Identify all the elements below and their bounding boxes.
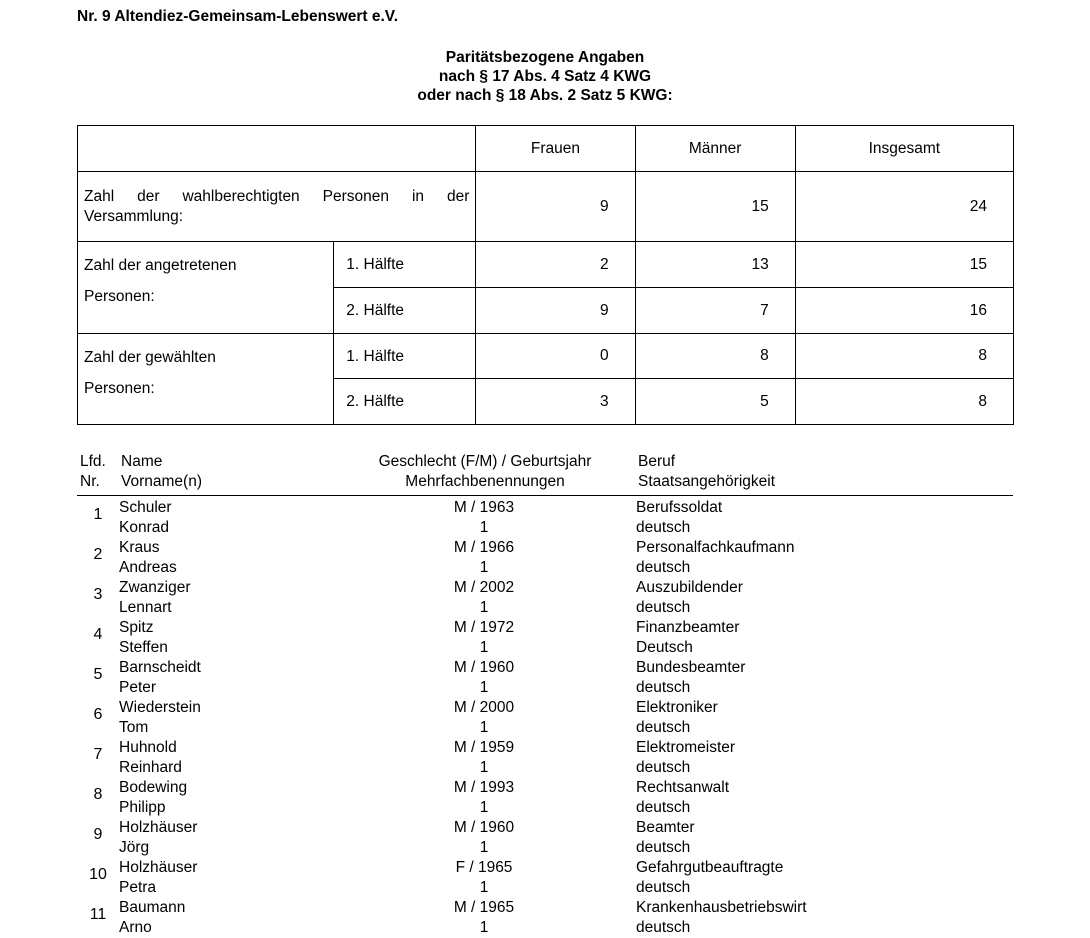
candidates-label-line-2: Personen: xyxy=(84,288,155,305)
nationality: deutsch xyxy=(636,599,691,616)
candidates-1-insgesamt: 15 xyxy=(795,242,1013,288)
parity-header-empty xyxy=(78,126,476,172)
elected-2-maenner: 5 xyxy=(635,379,795,425)
elected-1-frauen: 0 xyxy=(476,334,635,379)
occupation: Beamter xyxy=(636,819,695,836)
multiple-nominations: 1 xyxy=(479,559,489,576)
surname: Baumann xyxy=(119,899,186,916)
list-item xyxy=(0,658,1090,698)
occupation: Elektromeister xyxy=(636,739,736,756)
entry-line-1 xyxy=(0,538,1090,558)
multiple-nominations: 1 xyxy=(479,519,489,536)
surname: Huhnold xyxy=(119,739,177,756)
occupation: Gefahrgutbeauftragte xyxy=(636,859,784,876)
col-header-insgesamt: Insgesamt xyxy=(795,126,1013,172)
title-line-2: nach § 17 Abs. 4 Satz 4 KWG xyxy=(438,68,652,85)
firstname: Steffen xyxy=(119,639,168,656)
header-multi: Mehrfachbenennungen xyxy=(405,473,565,490)
header-nr-line-2: Nr. xyxy=(80,473,100,490)
header-nr-line-1: Lfd. xyxy=(80,453,106,470)
entry-line-2 xyxy=(0,598,1090,618)
elected-label-line-2: Personen: xyxy=(84,380,155,397)
parity-table xyxy=(77,125,1014,425)
entry-number: 5 xyxy=(93,666,103,683)
header-rule xyxy=(77,495,1013,496)
entry-number: 10 xyxy=(89,866,107,883)
candidate-list xyxy=(0,498,1090,938)
gender-year: M / 1963 xyxy=(453,499,515,516)
surname: Zwanziger xyxy=(119,579,191,596)
gender-year: M / 1960 xyxy=(453,819,515,836)
nationality: deutsch xyxy=(636,799,691,816)
candidates-2-maenner: 7 xyxy=(635,288,795,334)
firstname: Andreas xyxy=(119,559,177,576)
entry-line-2 xyxy=(0,518,1090,538)
list-item xyxy=(0,738,1090,778)
candidates-1-frauen: 2 xyxy=(476,242,635,288)
title-line-3: oder nach § 18 Abs. 2 Satz 5 KWG: xyxy=(417,87,673,104)
multiple-nominations: 1 xyxy=(479,759,489,776)
parity-header-row xyxy=(78,126,1014,172)
col-header-maenner: Männer xyxy=(635,126,795,172)
nationality: deutsch xyxy=(636,839,691,856)
firstname: Petra xyxy=(119,879,157,896)
list-item xyxy=(0,578,1090,618)
eligible-frauen: 9 xyxy=(476,172,635,242)
elected-row-1 xyxy=(78,334,1014,379)
candidates-label xyxy=(78,242,334,334)
nationality: deutsch xyxy=(636,719,691,736)
entry-number: 8 xyxy=(93,786,103,803)
nationality: deutsch xyxy=(636,759,691,776)
entry-line-1 xyxy=(0,858,1090,878)
eligible-insgesamt: 24 xyxy=(795,172,1013,242)
entry-line-2 xyxy=(0,558,1090,578)
entry-line-2 xyxy=(0,678,1090,698)
list-item xyxy=(0,858,1090,898)
surname: Spitz xyxy=(119,619,154,636)
nationality: Deutsch xyxy=(636,639,693,656)
eligible-row xyxy=(78,172,1014,242)
candidates-1-maenner: 13 xyxy=(635,242,795,288)
occupation: Personalfachkaufmann xyxy=(636,539,795,556)
header-name-line-1: Name xyxy=(121,453,163,470)
entry-line-1 xyxy=(0,618,1090,638)
entry-line-1 xyxy=(0,578,1090,598)
surname: Schuler xyxy=(119,499,172,516)
multiple-nominations: 1 xyxy=(479,719,489,736)
entry-number: 2 xyxy=(93,546,103,563)
firstname: Arno xyxy=(119,919,152,936)
candidates-label-line-1: Zahl der angetretenen xyxy=(84,257,237,274)
surname: Kraus xyxy=(119,539,160,556)
surname: Wiederstein xyxy=(119,699,201,716)
entry-number: 3 xyxy=(93,586,103,603)
entry-line-1 xyxy=(0,818,1090,838)
occupation: Finanzbeamter xyxy=(636,619,740,636)
header-job: Beruf xyxy=(638,453,676,470)
firstname: Reinhard xyxy=(119,759,182,776)
elected-label xyxy=(78,334,334,425)
gender-year: M / 1965 xyxy=(453,899,515,916)
surname: Holzhäuser xyxy=(119,859,198,876)
entry-line-1 xyxy=(0,658,1090,678)
entry-line-1 xyxy=(0,778,1090,798)
nationality: deutsch xyxy=(636,679,691,696)
nationality: deutsch xyxy=(636,519,691,536)
elected-2-frauen: 3 xyxy=(476,379,635,425)
firstname: Peter xyxy=(119,679,157,696)
entry-line-1 xyxy=(0,498,1090,518)
gender-year: M / 2002 xyxy=(453,579,515,596)
eligible-label: Zahl der wahlberechtigten Personen in der Versammlung: xyxy=(78,172,476,242)
list-item xyxy=(0,818,1090,858)
multiple-nominations: 1 xyxy=(479,919,489,936)
entry-number: 7 xyxy=(93,746,103,763)
entry-line-2 xyxy=(0,918,1090,938)
entry-number: 4 xyxy=(93,626,103,643)
list-item xyxy=(0,898,1090,938)
candidates-2-frauen: 9 xyxy=(476,288,635,334)
elected-label-line-1: Zahl der gewählten xyxy=(84,349,216,366)
entry-line-2 xyxy=(0,638,1090,658)
multiple-nominations: 1 xyxy=(479,879,489,896)
list-item xyxy=(0,538,1090,578)
firstname: Lennart xyxy=(119,599,172,616)
surname: Holzhäuser xyxy=(119,819,198,836)
occupation: Rechtsanwalt xyxy=(636,779,730,796)
gender-year: M / 2000 xyxy=(453,699,515,716)
gender-year: M / 1966 xyxy=(453,539,515,556)
multiple-nominations: 1 xyxy=(479,639,489,656)
multiple-nominations: 1 xyxy=(479,679,489,696)
list-item xyxy=(0,498,1090,538)
occupation: Berufssoldat xyxy=(636,499,723,516)
elected-2-insgesamt: 8 xyxy=(795,379,1013,425)
entry-line-2 xyxy=(0,758,1090,778)
eligible-maenner: 15 xyxy=(635,172,795,242)
occupation: Elektroniker xyxy=(636,699,718,716)
occupation: Krankenhausbetriebswirt xyxy=(636,899,807,916)
title-line-1: Paritätsbezogene Angaben xyxy=(445,49,645,66)
elected-1-insgesamt: 8 xyxy=(795,334,1013,379)
multiple-nominations: 1 xyxy=(479,599,489,616)
title-block xyxy=(0,48,1090,105)
occupation: Bundesbeamter xyxy=(636,659,746,676)
candidates-2-insgesamt: 16 xyxy=(795,288,1013,334)
header-gender-year: Geschlecht (F/M) / Geburtsjahr xyxy=(378,453,592,470)
entry-number: 9 xyxy=(93,826,103,843)
firstname: Philipp xyxy=(119,799,166,816)
firstname: Konrad xyxy=(119,519,169,536)
firstname: Tom xyxy=(119,719,149,736)
elected-half-1: 1. Hälfte xyxy=(334,334,476,379)
multiple-nominations: 1 xyxy=(479,799,489,816)
candidates-row-1 xyxy=(78,242,1014,288)
candidates-half-2: 2. Hälfte xyxy=(334,288,476,334)
list-item xyxy=(0,618,1090,658)
entry-line-2 xyxy=(0,798,1090,818)
header-nationality: Staatsangehörigkeit xyxy=(638,473,776,490)
entry-number: 11 xyxy=(89,906,107,923)
gender-year: F / 1965 xyxy=(455,859,513,876)
gender-year: M / 1993 xyxy=(453,779,515,796)
entry-line-2 xyxy=(0,878,1090,898)
list-item xyxy=(0,698,1090,738)
nationality: deutsch xyxy=(636,919,691,936)
gender-year: M / 1972 xyxy=(453,619,515,636)
entry-line-1 xyxy=(0,698,1090,718)
elected-1-maenner: 8 xyxy=(635,334,795,379)
nationality: deutsch xyxy=(636,559,691,576)
entry-number: 1 xyxy=(93,506,103,523)
firstname: Jörg xyxy=(119,839,150,856)
entry-line-2 xyxy=(0,838,1090,858)
list-item xyxy=(0,778,1090,818)
elected-half-2: 2. Hälfte xyxy=(334,379,476,425)
candidates-half-1: 1. Hälfte xyxy=(334,242,476,288)
nationality: deutsch xyxy=(636,879,691,896)
gender-year: M / 1959 xyxy=(453,739,515,756)
gender-year: M / 1960 xyxy=(453,659,515,676)
entry-number: 6 xyxy=(93,706,103,723)
entry-line-2 xyxy=(0,718,1090,738)
document-header: Nr. 9 Altendiez-Gemeinsam-Lebenswert e.V. xyxy=(77,8,399,25)
multiple-nominations: 1 xyxy=(479,839,489,856)
entry-line-1 xyxy=(0,738,1090,758)
occupation: Auszubildender xyxy=(636,579,743,596)
surname: Barnscheidt xyxy=(119,659,201,676)
col-header-frauen: Frauen xyxy=(476,126,635,172)
header-name-line-2: Vorname(n) xyxy=(121,473,202,490)
entry-line-1 xyxy=(0,898,1090,918)
surname: Bodewing xyxy=(119,779,188,796)
